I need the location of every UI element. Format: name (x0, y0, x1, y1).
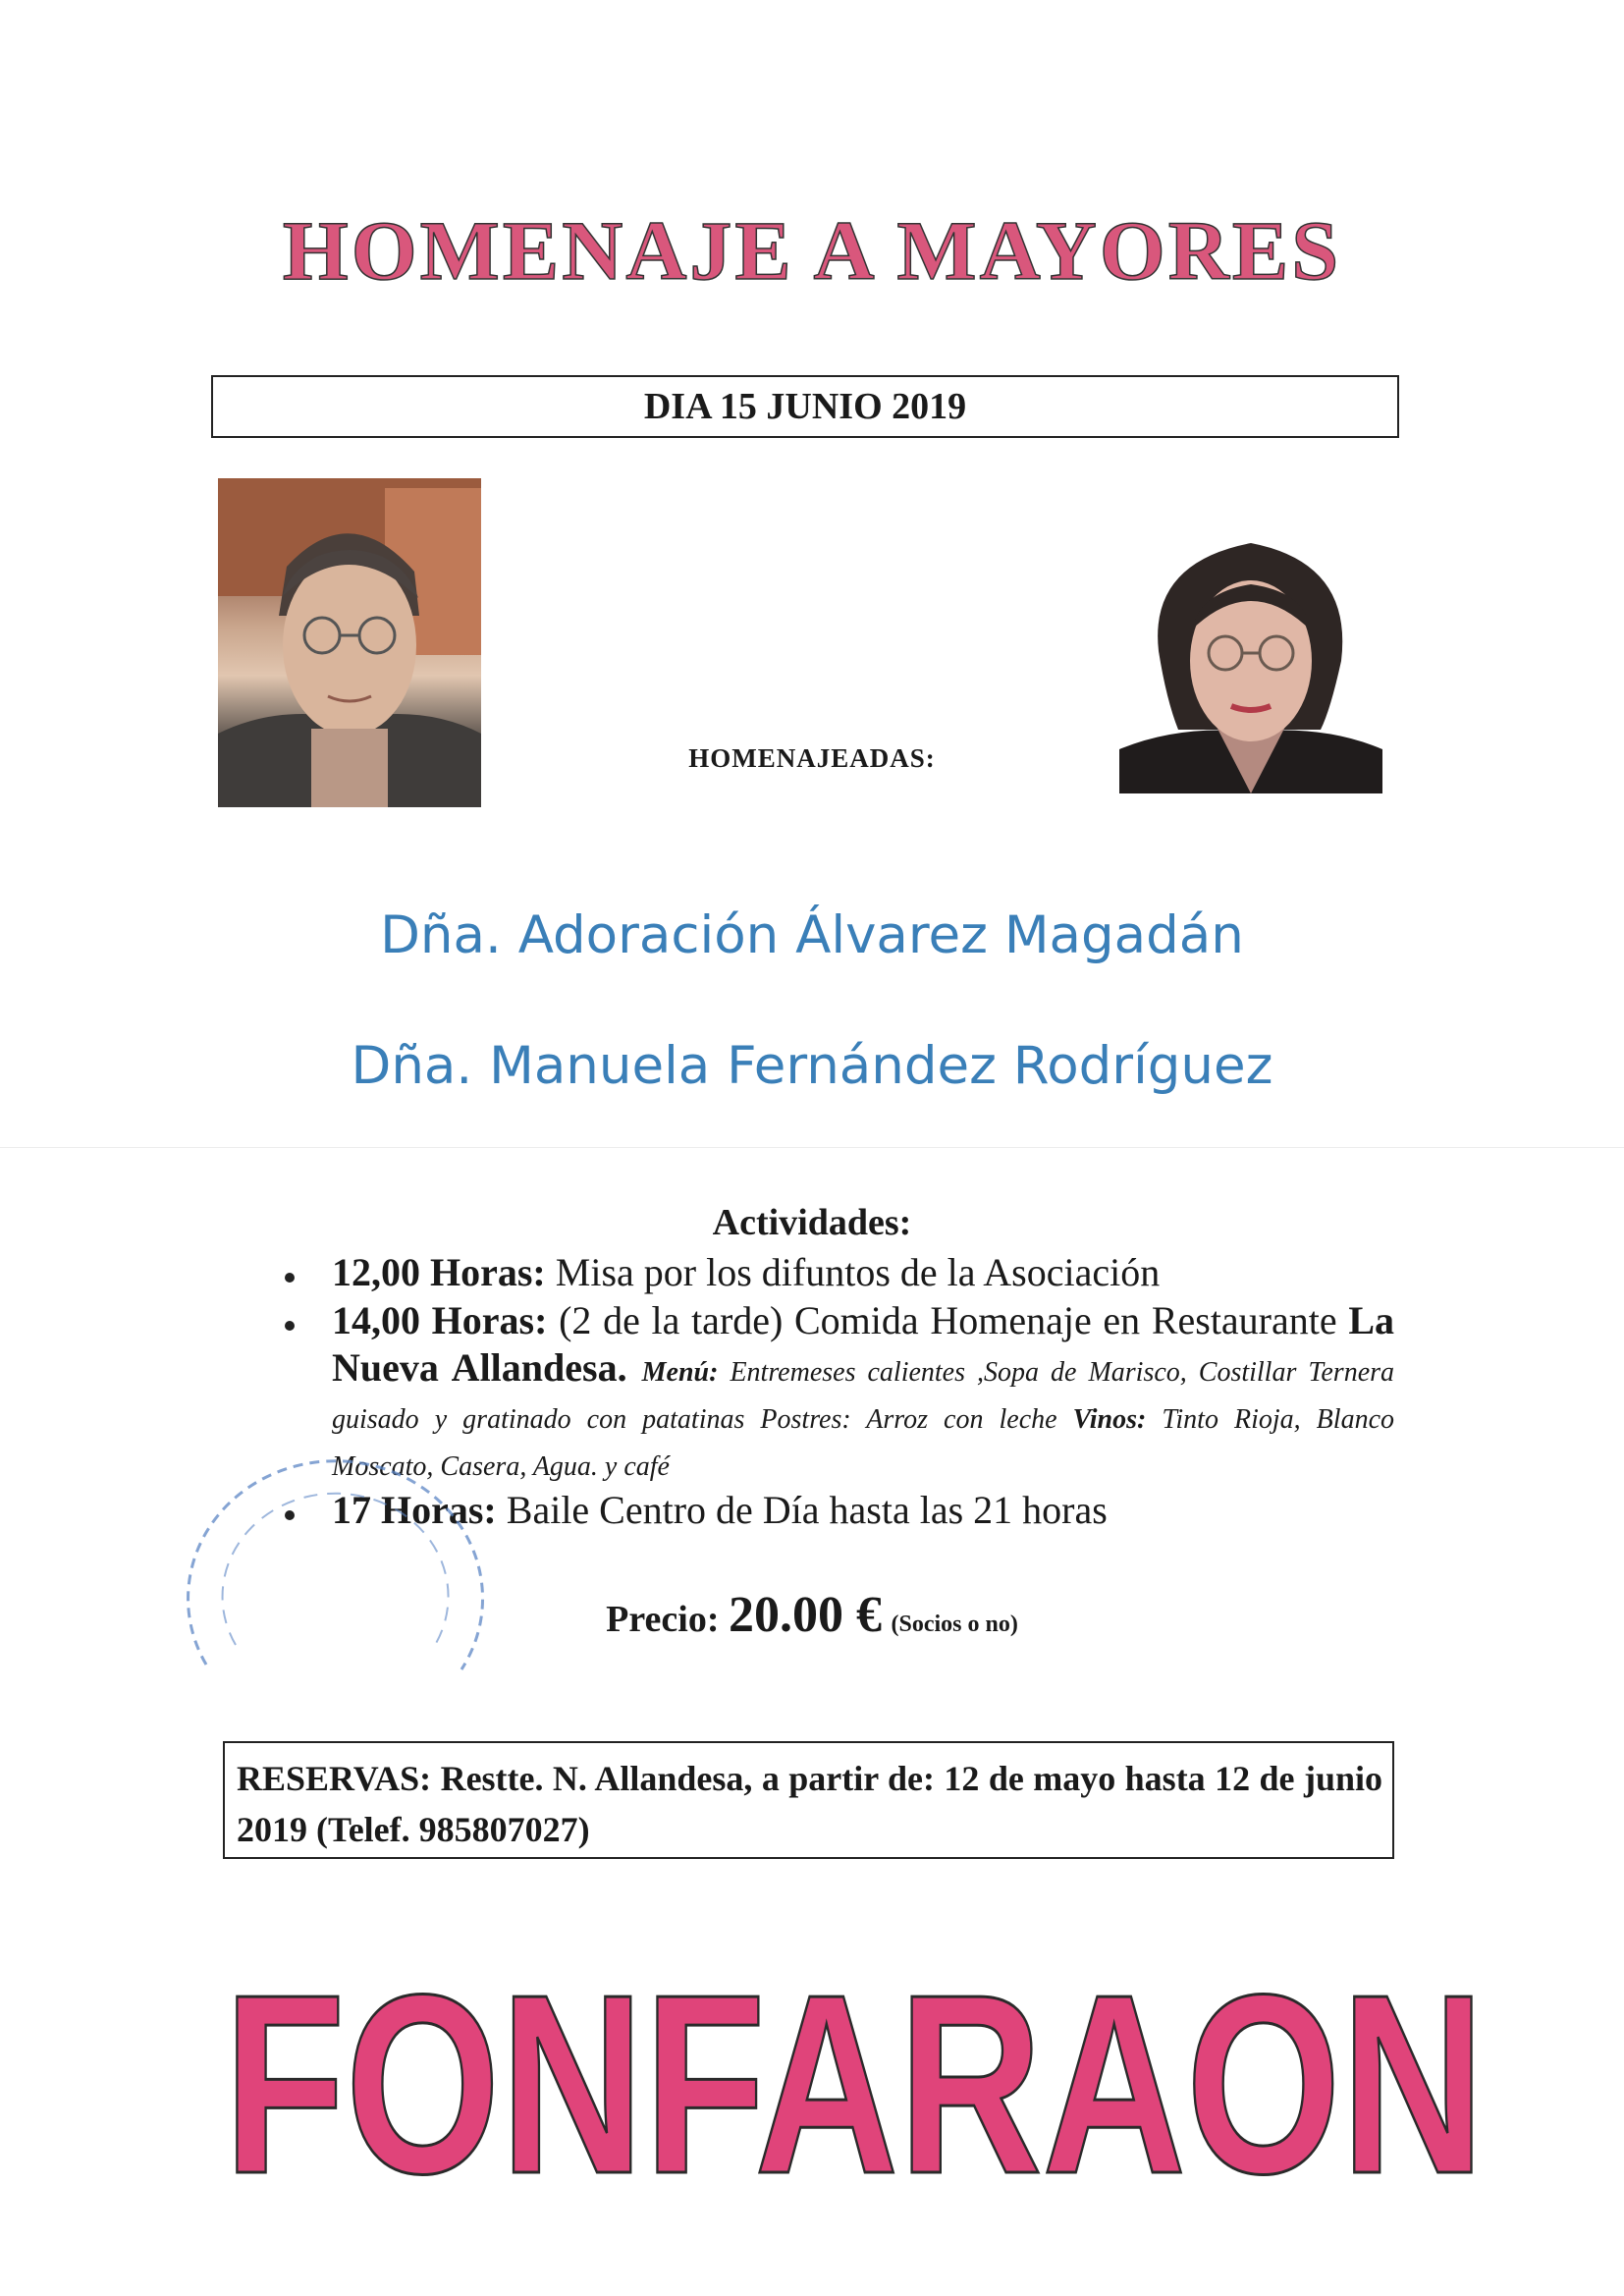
honoree-name-2: Dña. Manuela Fernández Rodríguez (351, 1036, 1273, 1096)
honorees-heading: HOMENAJEADAS: (688, 743, 936, 773)
event-date-box: DIA 15 JUNIO 2019 (211, 375, 1399, 438)
price-note: (Socios o no) (891, 1612, 1018, 1637)
price-label: Precio: (606, 1599, 720, 1640)
activity-item (285, 1249, 1394, 1296)
activity-description: (2 de la tarde) Comida Homenaje en Restaurante (547, 1298, 1349, 1342)
activity-time: 17 Horas: (332, 1488, 497, 1532)
activity-time: 12,00 Horas: (332, 1250, 546, 1294)
reservations-box: RESERVAS: Restte. N. Allandesa, a partir de: 12 de mayo hasta 12 de junio 2019 (Telef. 985807027) (223, 1741, 1394, 1859)
price-amount: 20.00 € (729, 1587, 882, 1643)
wine-text: Tinto Rioja, Blanco Moscato, Casera, Agua. y café (332, 1404, 1394, 1482)
activity-time: 14,00 Horas: (332, 1298, 548, 1342)
price-line (0, 1586, 1624, 1644)
restaurant-name: La Nueva Allandesa. (332, 1298, 1394, 1390)
activity-description: Misa por los difuntos de la Asociación (545, 1250, 1161, 1294)
wine-label: Vinos: (1072, 1404, 1147, 1435)
association-name: FONFARAON (223, 1941, 1486, 2227)
honoree-name-1: Dña. Adoración Álvarez Magadán (380, 905, 1244, 965)
menu-text: Entremeses calientes ,Sopa de Marisco, Costillar Ternera guisado y gratinado con patatinas Postres: Arroz con leche (332, 1357, 1395, 1435)
menu-label: Menú: (641, 1357, 719, 1388)
activity-description: Baile Centro de Día hasta las 21 horas (496, 1488, 1108, 1532)
activities-heading: Actividades: (712, 1202, 912, 1243)
honoree-photo-2 (1119, 514, 1382, 793)
page-title: HOMENAJE A MAYORES (282, 203, 1342, 298)
fold-line (0, 1147, 1624, 1148)
